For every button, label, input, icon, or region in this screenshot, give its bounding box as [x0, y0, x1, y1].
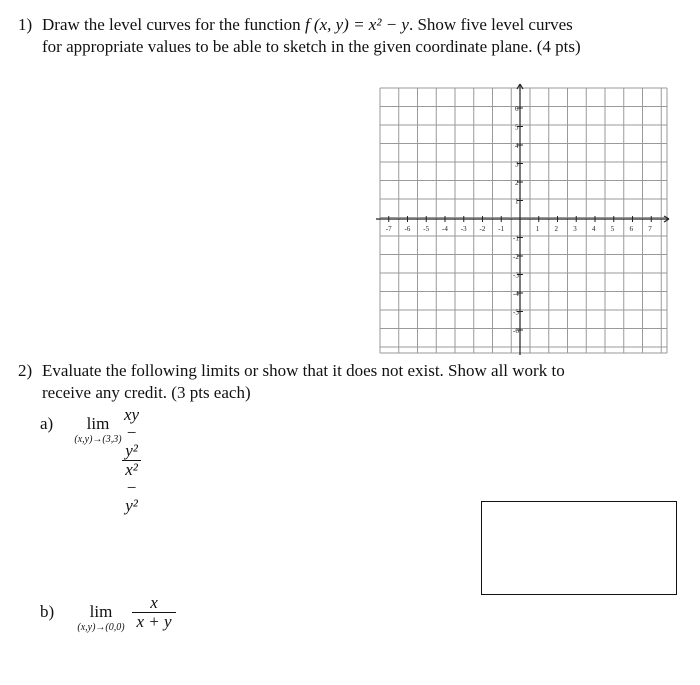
part-a-denominator: x² − y² [125, 460, 138, 515]
part-a-lim-word: lim [86, 414, 110, 433]
x-tick-label: -5 [423, 225, 430, 233]
x-tick-label: 2 [554, 225, 558, 233]
y-tick-label: 6 [515, 105, 519, 113]
question-1-number: 1) [18, 15, 33, 34]
question-1-text-b: . Show five level curves [408, 15, 573, 34]
part-a-numerator: xy − y² [124, 405, 140, 460]
part-b-lim-sub: (x,y)→(0,0) [77, 622, 125, 633]
y-tick-label: -6 [513, 327, 519, 335]
y-tick-label: 2 [515, 179, 519, 187]
part-b-denominator: x + y [136, 612, 172, 631]
y-tick-label: -2 [513, 253, 519, 261]
x-tick-label: -3 [460, 225, 467, 233]
x-tick-label: -1 [498, 225, 505, 233]
question-1-text-a: Draw the level curves for the function [42, 15, 305, 34]
grid-lines [380, 88, 667, 353]
x-tick-label: -2 [479, 225, 486, 233]
part-b-fraction [132, 594, 176, 631]
y-tick-label: 4 [515, 142, 519, 150]
x-tick-label: 5 [610, 225, 615, 233]
x-tick-label: 6 [629, 225, 633, 233]
tick-labels [386, 105, 653, 335]
part-b-letter: b) [40, 602, 55, 621]
y-tick-label: 1 [515, 197, 519, 206]
x-tick-label: -4 [442, 225, 448, 233]
part-a-lim-sub: (x,y)→(3,3) [74, 434, 122, 445]
x-tick-label: 4 [592, 225, 596, 233]
part-a-fraction [122, 406, 141, 515]
question-2-text-a: Evaluate the following limits or show that it does not exist. Show all work to [42, 361, 565, 380]
x-tick-label: 7 [648, 225, 652, 233]
y-tick-label: -1 [513, 234, 519, 243]
x-tick-label: -7 [385, 225, 392, 233]
question-2 [18, 360, 688, 404]
question-1-text-c: for appropriate values to be able to sketch in the given coordinate plane. (4 pts) [42, 37, 581, 56]
question-2-text-b: receive any credit. (3 pts each) [42, 383, 251, 402]
part-b-numerator: x [132, 594, 176, 613]
question-1-function: f (x, y) = x² − y [304, 15, 409, 34]
part-a-limit [68, 414, 128, 445]
x-tick-label: 3 [573, 225, 577, 233]
part-b-limit [68, 602, 134, 633]
y-tick-label: -3 [513, 271, 519, 280]
x-tick-label: -6 [404, 225, 411, 233]
part-a-letter: a) [40, 414, 54, 433]
question-2-number: 2) [18, 361, 33, 380]
y-tick-label: -5 [513, 308, 519, 317]
y-tick-label: -4 [513, 290, 519, 298]
x-tick-label: 1 [535, 225, 540, 233]
y-tick-label: 3 [515, 160, 519, 169]
y-tick-label: 5 [515, 123, 519, 132]
part-b-lim-word: lim [89, 602, 113, 621]
answer-box[interactable] [481, 501, 677, 595]
axis-arrows [517, 84, 669, 222]
